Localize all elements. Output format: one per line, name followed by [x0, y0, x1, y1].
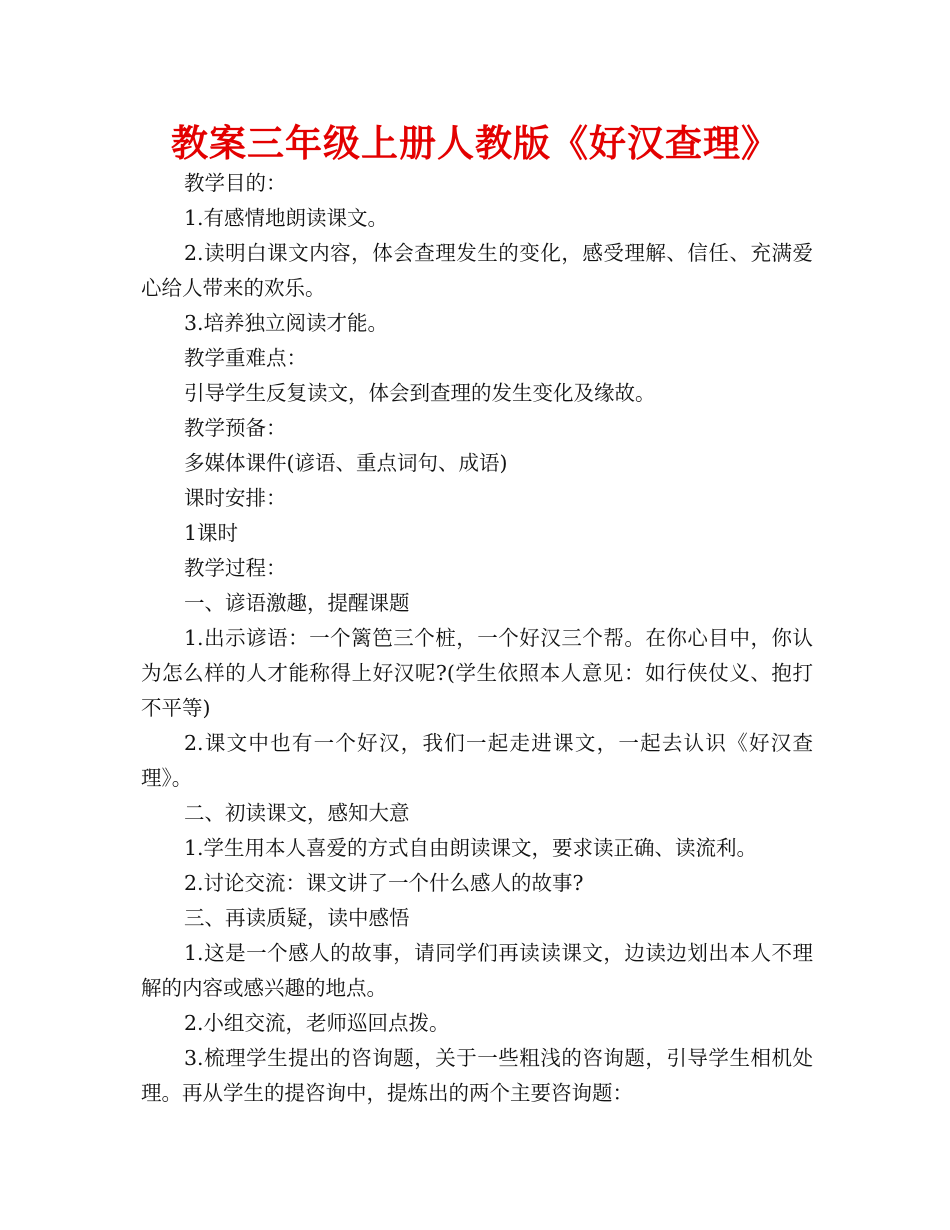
paragraph: 1.学生用本人喜爱的方式自由朗读课文，要求读正确、读流利。 [184, 836, 758, 860]
paragraph-heading-process: 教学过程： [184, 556, 287, 580]
paragraph-heading-schedule: 课时安排： [184, 486, 287, 510]
paragraph: 1.出示谚语：一个篱笆三个桩，一个好汉三个帮。在你心目中，你认为怎么样的人才能称得上好汉呢?(学生依照本人意见：如行侠仗义、抱打不平等) [141, 626, 813, 720]
section-heading: 三、再读质疑，读中感悟 [184, 906, 410, 930]
paragraph: 3.培养独立阅读才能。 [184, 311, 389, 335]
paragraph: 3.梳理学生提出的咨询题，关于一些粗浅的咨询题，引导学生相机处理。再从学生的提咨询中，提炼出的两个主要咨询题： [141, 1046, 813, 1105]
paragraph: 多媒体课件(谚语、重点词句、成语) [184, 451, 508, 475]
paragraph: 2.小组交流，老师巡回点拨。 [184, 1011, 450, 1035]
document-body [141, 166, 813, 1111]
paragraph: 2.读明白课文内容，体会查理发生的变化，感受理解、信任、充满爱心给人带来的欢乐。 [141, 241, 813, 300]
paragraph: 1.这是一个感人的故事，请同学们再读读课文，边读边划出本人不理解的内容或感兴趣的地点。 [141, 941, 813, 1000]
paragraph: 2.课文中也有一个好汉，我们一起走进课文，一起去认识《好汉查理》。 [141, 731, 813, 790]
paragraph: 1.有感情地朗读课文。 [184, 206, 389, 230]
section-heading: 二、初读课文，感知大意 [184, 801, 410, 825]
paragraph: 引导学生反复读文，体会到查理的发生变化及缘故。 [184, 381, 656, 405]
paragraph-heading-preparation: 教学预备： [184, 416, 287, 440]
paragraph: 2.讨论交流：课文讲了一个什么感人的故事? [184, 871, 584, 895]
paragraph-heading-key-points: 教学重难点： [184, 346, 307, 370]
document-title: 教案三年级上册人教版《好汉查理》 [171, 122, 779, 165]
section-heading: 一、谚语激趣，提醒课题 [184, 591, 410, 615]
paragraph-heading-objectives: 教学目的： [184, 171, 287, 195]
paragraph: 1课时 [184, 521, 239, 545]
